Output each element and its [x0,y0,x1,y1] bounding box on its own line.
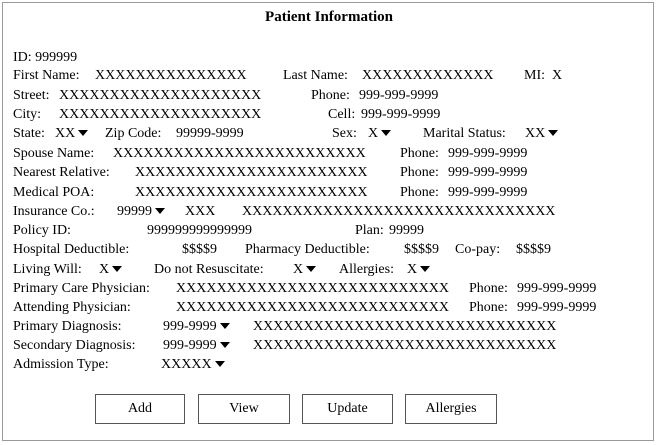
zip-label: Zip Code: [105,126,162,141]
dnr-dropdown[interactable] [293,261,316,279]
spouse-phone-field[interactable]: 999-999-9999 [448,146,528,161]
first-name-field[interactable]: XXXXXXXXXXXXXXX [95,68,247,83]
last-name-field[interactable]: XXXXXXXXXXXXX [362,68,494,83]
pcp-field[interactable]: XXXXXXXXXXXXXXXXXXXXXXXXXXX [176,281,449,296]
pharmacy-deductible-label: Pharmacy Deductible: [245,242,370,257]
city-field[interactable]: XXXXXXXXXXXXXXXXXXXX [59,107,262,122]
chevron-down-icon [220,342,230,348]
plan-field[interactable]: 99999 [389,223,424,238]
policy-id-label: Policy ID: [13,223,71,238]
spouse-name-label: Spouse Name: [13,146,95,161]
phone-label: Phone: [311,88,350,103]
chevron-down-icon [215,361,225,367]
medical-poa-field[interactable]: XXXXXXXXXXXXXXXXXXXXXXX [135,185,368,200]
allergies-button[interactable]: Allergies [405,394,497,424]
first-name-label: First Name: [13,68,80,83]
pcp-phone-label: Phone: [469,281,508,296]
mi-label: MI: [524,68,545,83]
chevron-down-icon [548,130,558,136]
attending-physician-field[interactable]: XXXXXXXXXXXXXXXXXXXXXXXXXXX [176,300,449,315]
chevron-down-icon [381,130,391,136]
sex-value: X [368,126,379,141]
medical-poa-label: Medical POA: [13,185,95,200]
insurance-code: 99999 [117,204,152,219]
insurance-name: XXXXXXXXXXXXXXXXXXXXXXXXXXXXXXX [242,204,556,219]
insurance-abbr: XXX [185,204,216,219]
zip-field[interactable]: 99999-9999 [176,126,244,141]
attending-phone-label: Phone: [469,300,508,315]
living-will-dropdown[interactable] [99,261,122,279]
allergies-dropdown[interactable] [407,261,430,279]
insurance-dropdown[interactable] [117,203,165,221]
attending-phone-field[interactable]: 999-999-9999 [517,300,597,315]
add-button[interactable]: Add [95,394,185,424]
dnr-value: X [293,262,304,277]
primary-diagnosis-code: 999-9999 [163,319,217,334]
nearest-relative-field[interactable]: XXXXXXXXXXXXXXXXXXXXXXX [135,165,368,180]
chevron-down-icon [306,266,316,272]
copay-label: Co-pay: [455,242,501,257]
poa-phone-label: Phone: [400,185,439,200]
hospital-deductible-label: Hospital Deductible: [13,242,130,257]
cell-field[interactable]: 999-999-9999 [361,107,441,122]
pcp-phone-field[interactable]: 999-999-9999 [517,281,597,296]
secondary-diagnosis-label: Secondary Diagnosis: [13,338,136,353]
city-label: City: [13,107,42,122]
marital-status-dropdown[interactable] [525,125,558,143]
spouse-phone-label: Phone: [400,146,439,161]
state-label: State: [13,126,45,141]
primary-diagnosis-text: XXXXXXXXXXXXXXXXXXXXXXXXXXXXXX [253,319,557,334]
pharmacy-deductible-field[interactable]: $$$$9 [404,242,439,257]
insurance-label: Insurance Co.: [13,204,95,219]
secondary-diagnosis-dropdown[interactable] [163,337,230,355]
pcp-label: Primary Care Physician: [13,281,150,296]
poa-phone-field[interactable]: 999-999-9999 [448,185,528,200]
nearest-relative-label: Nearest Relative: [13,165,110,180]
form-title: Patient Information [265,9,393,25]
allergies-value: X [407,262,418,277]
chevron-down-icon [112,266,122,272]
admission-type-label: Admission Type: [13,357,109,372]
phone-field[interactable]: 999-999-9999 [359,88,439,103]
view-button[interactable]: View [198,394,290,424]
sex-dropdown[interactable] [368,125,391,143]
secondary-diagnosis-code: 999-9999 [163,338,217,353]
relative-phone-label: Phone: [400,165,439,180]
state-value: XX [55,126,76,141]
admission-type-dropdown[interactable] [161,356,225,374]
dnr-label: Do not Resuscitate: [154,262,264,277]
relative-phone-field[interactable]: 999-999-9999 [448,165,528,180]
secondary-diagnosis-text: XXXXXXXXXXXXXXXXXXXXXXXXXXXXXX [253,338,557,353]
street-label: Street: [13,88,50,103]
marital-status-label: Marital Status: [423,126,506,141]
street-field[interactable]: XXXXXXXXXXXXXXXXXXXX [59,88,262,103]
attending-physician-label: Attending Physician: [13,300,131,315]
living-will-value: X [99,262,110,277]
chevron-down-icon [220,323,230,329]
plan-label: Plan: [355,223,384,238]
chevron-down-icon [155,208,165,214]
policy-id-field[interactable]: 999999999999999 [147,223,252,238]
marital-status-value: XX [525,126,546,141]
update-button[interactable]: Update [302,394,393,424]
chevron-down-icon [420,266,430,272]
chevron-down-icon [78,130,88,136]
last-name-label: Last Name: [283,68,348,83]
living-will-label: Living Will: [13,262,82,277]
hospital-deductible-field[interactable]: $$$$9 [182,242,217,257]
patient-id: ID: 999999 [13,50,78,65]
spouse-name-field[interactable]: XXXXXXXXXXXXXXXXXXXXXXXXX [113,146,366,161]
admission-type-value: XXXXX [161,357,212,372]
allergies-label: Allergies: [339,262,394,277]
cell-label: Cell: [328,107,356,122]
primary-diagnosis-dropdown[interactable] [163,318,230,336]
primary-diagnosis-label: Primary Diagnosis: [13,319,122,334]
sex-label: Sex: [332,126,357,141]
state-dropdown[interactable] [55,125,88,143]
copay-field[interactable]: $$$$9 [516,242,551,257]
mi-field[interactable]: X [552,68,563,83]
